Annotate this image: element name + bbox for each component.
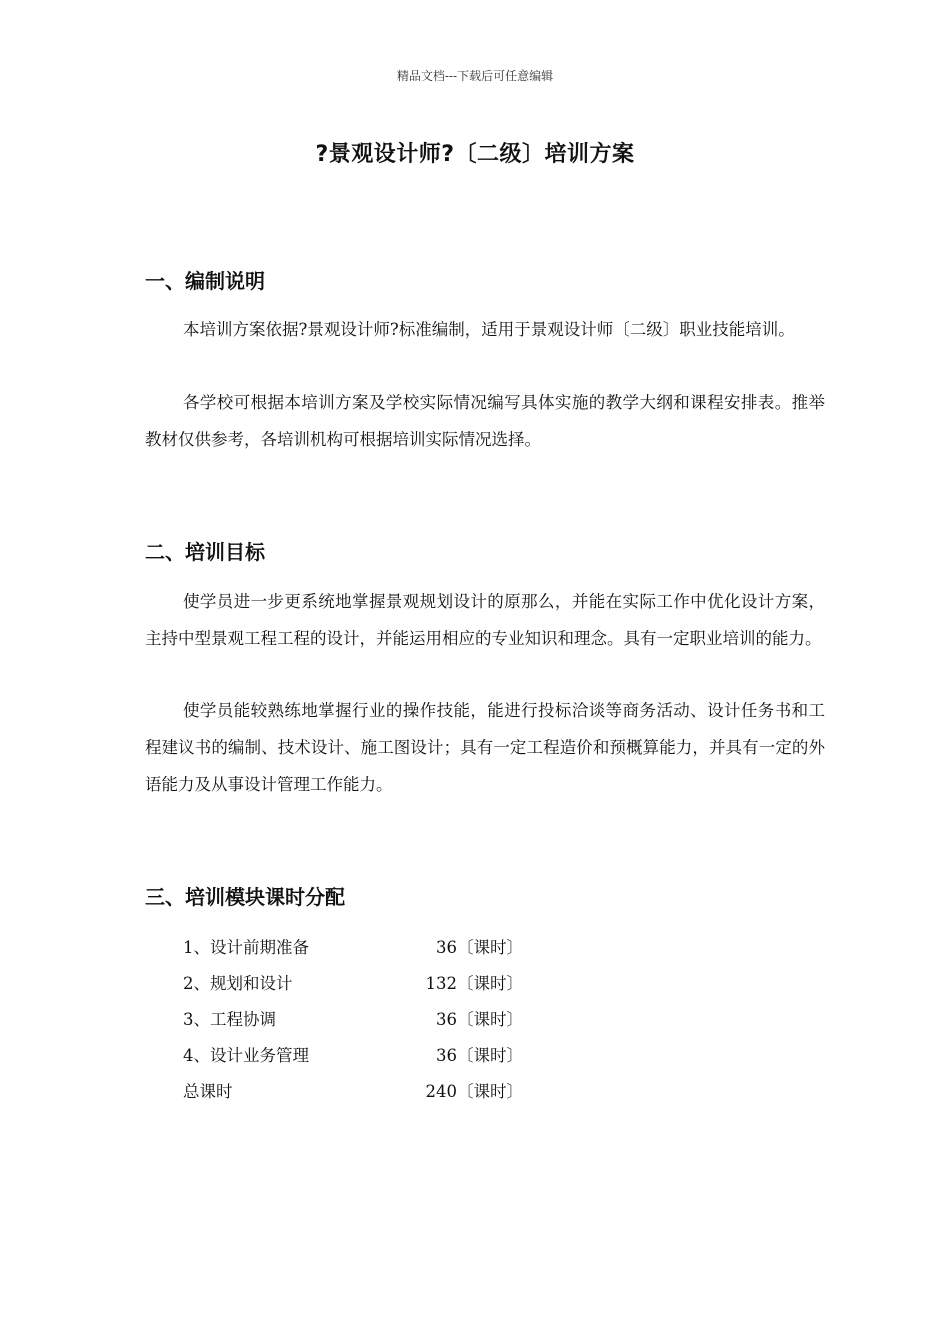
module-hours: 36〔课时〕 [436, 1010, 523, 1029]
total-hours-value: 240〔课时〕 [425, 1082, 523, 1101]
module-row [183, 1006, 523, 1030]
module-hours: 36〔课时〕 [436, 1046, 523, 1065]
module-row [183, 934, 523, 958]
module-row [183, 1042, 523, 1066]
paragraph: 使学员进一步更系统地掌握景观规划设计的原那么，并能在实际工作中优化设计方案，主持中型景观工程工程的设计，并能运用相应的专业知识和理念。具有一定职业培训的能力。 [145, 592, 825, 648]
paragraph: 各学校可根据本培训方案及学校实际情况编写具体实施的教学大纲和课程安排表。推举教材仅供参考，各培训机构可根据培训实际情况选择。 [145, 393, 825, 449]
document-title: ?景观设计师?〔二级〕培训方案 [315, 142, 635, 167]
module-hours: 36〔课时〕 [436, 938, 523, 957]
paragraph: 使学员能较熟练地掌握行业的操作技能，能进行投标洽谈等商务活动、设计任务书和工程建议书的编制、技术设计、施工图设计；具有一定工程造价和预概算能力，并具有一定的外语能力及从事设计管理工作能力。 [145, 701, 825, 794]
section-heading-compilation: 一、编制说明 [145, 269, 265, 293]
module-name: 3、工程协调 [183, 1010, 276, 1029]
paragraph: 本培训方案依据?景观设计师?标准编制，适用于景观设计师〔二级〕职业技能培训。 [183, 320, 795, 339]
module-name: 1、设计前期准备 [183, 938, 309, 957]
total-hours-label: 总课时 [183, 1082, 233, 1101]
module-row [183, 970, 523, 994]
total-hours-row [183, 1078, 523, 1102]
section-heading-training-goals: 二、培训目标 [145, 540, 265, 564]
header-note: 精品文档---下载后可任意编辑 [396, 69, 554, 83]
section-heading-module-hours: 三、培训模块课时分配 [145, 885, 345, 909]
module-name: 2、规划和设计 [183, 974, 293, 993]
module-hours: 132〔课时〕 [425, 974, 523, 993]
module-name: 4、设计业务管理 [183, 1046, 309, 1065]
